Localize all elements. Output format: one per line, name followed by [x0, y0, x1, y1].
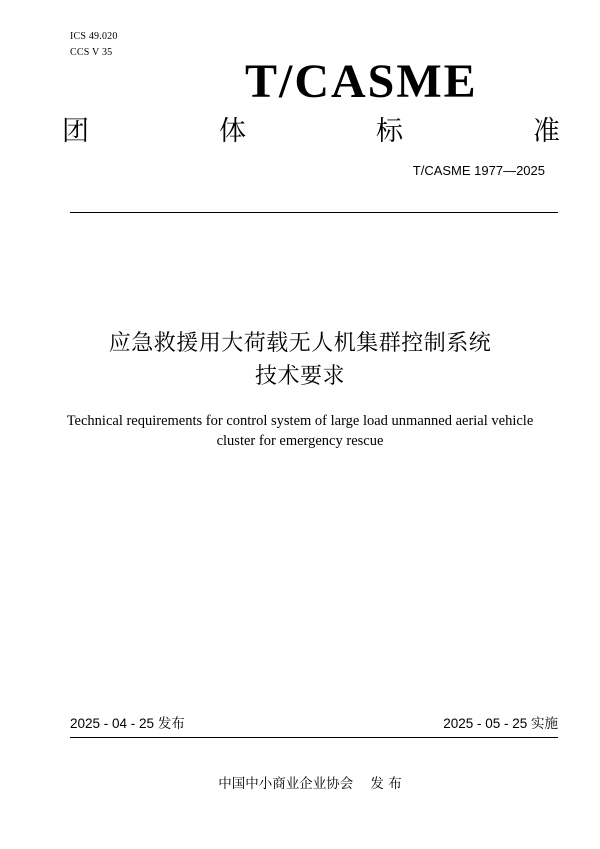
standard-type-char: 体 [219, 116, 246, 147]
english-title [40, 411, 560, 451]
top-divider [70, 212, 558, 213]
standard-number: T/CASME 1977—2025 [412, 163, 545, 178]
english-title-line: cluster for emergency rescue [216, 433, 384, 449]
publisher: 中国中小商业企业协会 发 布 [218, 776, 402, 792]
chinese-title-line: 应急救援用大荷载无人机集群控制系统 [108, 331, 492, 356]
ccs-code: CCS V 35 [70, 47, 113, 58]
publish-date: 2025 - 04 - 25 发布 [70, 716, 185, 731]
english-title-line: Technical requirements for control system of large load unmanned aerial vehicle [66, 413, 534, 429]
chinese-title [40, 327, 560, 393]
ics-code: ICS 49.020 [70, 31, 118, 42]
standard-type-char: 团 [62, 116, 89, 147]
standard-type-char: 标 [376, 116, 403, 147]
standard-type-char: 准 [533, 116, 560, 147]
standard-type [62, 114, 560, 150]
organization-code: T/CASME [245, 55, 478, 108]
chinese-title-line: 技术要求 [254, 364, 345, 389]
implement-date: 2025 - 05 - 25 实施 [443, 716, 558, 731]
bottom-divider [70, 737, 558, 738]
